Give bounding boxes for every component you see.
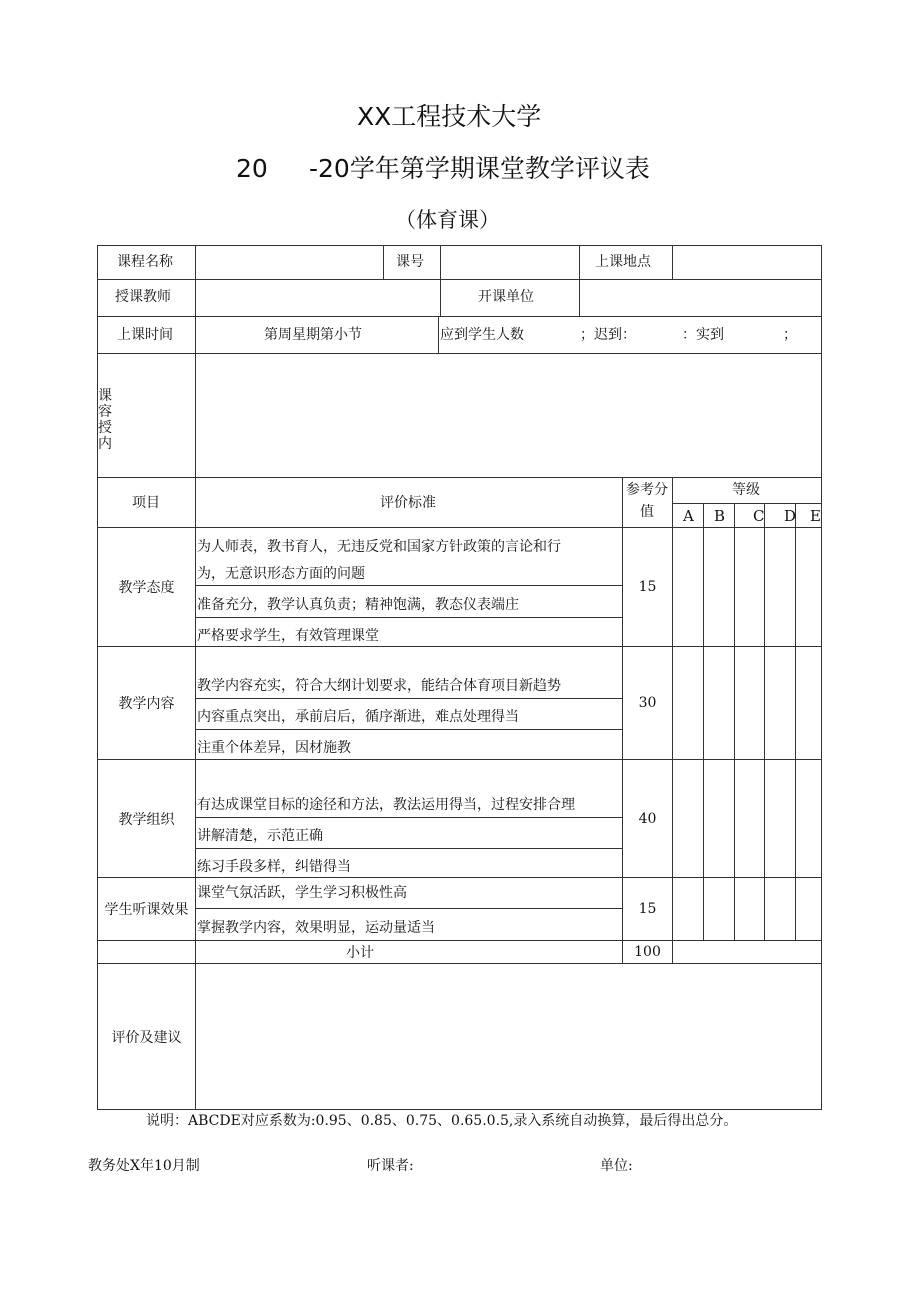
teacher-field[interactable] [196,280,439,315]
teacher-label: 授课教师 [115,289,171,305]
criteria-line: 有达成课堂目标的途径和方法，教法运用得当，过程安排合理 [197,797,575,813]
grade-header: 等级 [732,482,760,498]
criteria-line: 内容重点突出，承前启后，循序渐进，难点处理得当 [197,709,519,725]
ref-score: 40 [638,810,657,827]
grading-note: 说明：ABCDE对应系数为:0.95、0.85、0.75、0.65.0.5,录入系统自动换算，最后得出总分。 [146,1113,738,1129]
grade-e: E [810,507,821,525]
criteria-line: 练习手段多样，纠错得当 [197,859,351,875]
location-field[interactable] [673,246,820,278]
attendance-expected: 应到学生人数 [440,327,524,343]
content-field[interactable] [196,354,820,476]
comments-field[interactable] [196,964,820,1109]
criteria-line: 为人师表，教书育人，无违反党和国家方针政策的言论和行 [197,539,561,555]
section-item: 教学态度 [118,580,175,596]
grade-b: B [714,507,726,525]
criteria-line: 注重个体差异，因材施教 [197,740,351,756]
grade-a: A [683,507,694,525]
location-label: 上课地点 [595,254,651,270]
grade-c: C [753,507,765,525]
criteria-line: 严格要求学生，有效管理课堂 [197,628,379,644]
time-value: 第周星期第小节 [264,327,362,343]
time-label: 上课时间 [117,327,173,343]
subtotal-label: 小计 [346,945,374,961]
ref-score: 30 [638,695,657,711]
attendance-end: ； [783,327,797,343]
criteria-line: 准备充分，教学认真负责；精神饱满，教态仪表端庄 [197,597,519,613]
subtotal-value: 100 [634,944,661,960]
criteria-line: 为，无意识形态方面的问题 [197,566,365,582]
criteria-header: 评价标准 [380,495,436,511]
content-label: 课容授内 [98,388,112,452]
unit-label: 单位: [600,1158,633,1174]
ref-score: 15 [638,579,657,595]
ref-score-header-line1: 参考分 [626,482,668,498]
course-no-label: 课号 [396,254,424,270]
subtotal-grade-field[interactable] [673,941,820,963]
listener-label: 听课者: [367,1158,414,1174]
ref-score: 15 [638,901,657,917]
section-item: 教学组织 [118,811,175,828]
dept-field[interactable] [580,280,820,315]
attendance-late: ；迟到： [580,327,636,343]
attendance-actual: ：实到 [682,327,724,343]
issuer-note: 教务处X年10月制 [88,1158,200,1174]
criteria-line: 掌握教学内容，效果明显，运动量适当 [197,920,435,936]
year-prefix: 20 [236,154,268,183]
university-title: XX工程技术大学 [357,102,542,131]
form-title: -20学年第学期课堂教学评议表 [309,154,650,183]
item-header: 项目 [132,495,160,511]
comments-label: 评价及建议 [111,1029,182,1046]
criteria-line: 课堂气氛活跃，学生学习积极性高 [197,885,407,901]
section-item: 教学内容 [118,696,175,712]
criteria-line: 教学内容充实，符合大纲计划要求，能结合体育项目新趋势 [197,678,561,694]
course-name-field[interactable] [196,246,382,278]
section-item: 学生听课效果 [104,902,189,918]
grade-d: D [784,507,797,525]
ref-score-header-line2: 值 [640,504,654,520]
criteria-line: 讲解清楚，示范正确 [197,828,323,844]
course-no-field[interactable] [441,246,578,278]
dept-label: 开课单位 [478,289,534,305]
course-name-label: 课程名称 [117,254,173,270]
form-subtitle: （体育课） [395,208,500,232]
